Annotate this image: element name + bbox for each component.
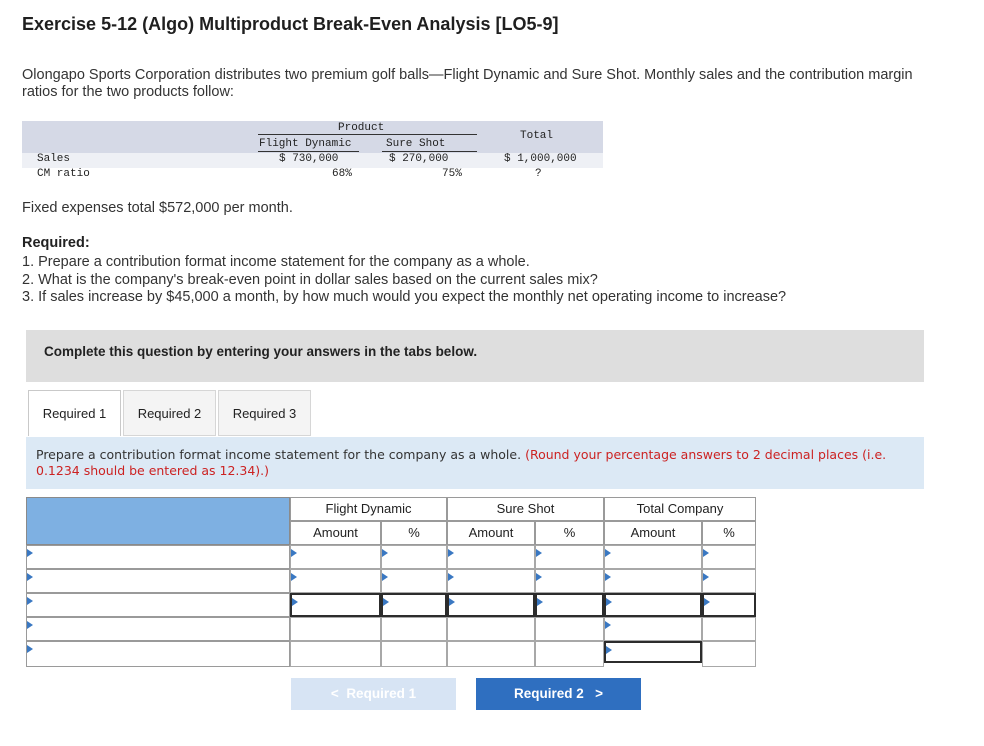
dropdown-marker-icon: [291, 549, 297, 557]
dropdown-marker-icon: [448, 573, 454, 581]
group-header-sure: Sure Shot: [447, 497, 604, 521]
banner-text: Complete this question by entering your answers in the tabs below.: [44, 344, 478, 359]
col-header-flight-amount: Amount: [290, 521, 381, 545]
cm-sure: 75%: [442, 168, 462, 180]
percent-input[interactable]: [381, 545, 447, 569]
tab-instruction-box: [26, 437, 924, 489]
dropdown-marker-icon: [27, 573, 33, 581]
amount-input[interactable]: [447, 569, 535, 593]
dropdown-marker-icon: [382, 573, 388, 581]
tab-required-3[interactable]: Required 3: [218, 390, 311, 436]
dropdown-marker-icon: [27, 645, 33, 653]
instruction-main: Prepare a contribution format income statement for the company as a whole.: [36, 447, 522, 462]
sales-flight: $ 730,000: [279, 153, 339, 165]
tab-required-2[interactable]: Required 2: [123, 390, 216, 436]
dropdown-marker-icon: [536, 573, 542, 581]
instruction-note: (Round your percentage answers to 2 decimal places (i.e. 0.1234 should be entered as 12.34).): [36, 447, 887, 478]
amount-input[interactable]: [290, 569, 381, 593]
chevron-left-icon: <: [330, 686, 339, 701]
blank-cell: [447, 641, 535, 667]
row-label-input[interactable]: [26, 593, 290, 617]
col-flight-header: Flight Dynamic: [259, 138, 352, 150]
col-header-total-amount: Amount: [604, 521, 702, 545]
label-column-header: [26, 497, 290, 545]
amount-input[interactable]: [447, 545, 535, 569]
blank-cell: [290, 641, 381, 667]
dropdown-marker-icon: [448, 549, 454, 557]
dropdown-marker-icon: [27, 621, 33, 629]
percent-input[interactable]: [702, 545, 756, 569]
row-label-input[interactable]: [26, 569, 290, 593]
tab-required-1[interactable]: Required 1: [28, 390, 121, 436]
dropdown-marker-icon: [605, 549, 611, 557]
chevron-right-icon: >: [595, 686, 603, 701]
dropdown-marker-icon: [537, 598, 543, 606]
blank-cell: [447, 617, 535, 641]
instructions-banner: [26, 330, 924, 382]
required-item-3: 3. If sales increase by $45,000 a month, by how much would you expect the monthly net operating income to increase?: [22, 289, 787, 305]
fixed-expenses-text: Fixed expenses total $572,000 per month.: [22, 200, 293, 216]
blank-cell: [535, 641, 604, 667]
dropdown-marker-icon: [291, 573, 297, 581]
percent-input[interactable]: [535, 593, 604, 617]
amount-input[interactable]: [604, 569, 702, 593]
percent-input[interactable]: [381, 593, 447, 617]
dropdown-marker-icon: [606, 646, 612, 654]
sure-underline: [382, 151, 477, 152]
dropdown-marker-icon: [704, 598, 710, 606]
dropdown-marker-icon: [27, 597, 33, 605]
required-item-2: 2. What is the company's break-even point in dollar sales based on the current sales mix?: [22, 271, 598, 288]
blank-cell: [290, 617, 381, 641]
row-label-input[interactable]: [26, 545, 290, 569]
prev-required-button[interactable]: [291, 678, 456, 710]
dropdown-marker-icon: [449, 598, 455, 606]
cm-flight: 68%: [332, 168, 352, 180]
instruction-text: [36, 447, 906, 479]
required-list: [22, 254, 786, 307]
blank-cell: [702, 641, 756, 667]
amount-input[interactable]: [604, 617, 702, 641]
dropdown-marker-icon: [27, 549, 33, 557]
page-title: Exercise 5-12 (Algo) Multiproduct Break-Even Analysis [LO5-9]: [22, 14, 559, 34]
percent-input[interactable]: [535, 545, 604, 569]
percent-input[interactable]: [702, 569, 756, 593]
row-label-sales: Sales: [37, 153, 71, 165]
col-header-sure-amount: Amount: [447, 521, 535, 545]
amount-input[interactable]: [447, 593, 535, 617]
group-header-total: Total Company: [604, 497, 756, 521]
product-header: Product: [338, 122, 385, 134]
dropdown-marker-icon: [605, 621, 611, 629]
next-required-button[interactable]: [476, 678, 641, 710]
next-button-label: Required 2: [514, 686, 584, 701]
net-income-amount-input[interactable]: [604, 641, 702, 663]
dropdown-marker-icon: [703, 549, 709, 557]
percent-input[interactable]: [535, 569, 604, 593]
prev-button-label: Required 1: [346, 686, 417, 701]
product-data-table: [22, 121, 603, 182]
dropdown-marker-icon: [382, 549, 388, 557]
row-label-input[interactable]: [26, 617, 290, 641]
col-header-flight-percent: %: [381, 521, 447, 545]
amount-input[interactable]: [290, 545, 381, 569]
cm-total: ?: [535, 168, 542, 180]
dropdown-marker-icon: [703, 573, 709, 581]
flight-underline: [258, 151, 359, 152]
amount-input[interactable]: [604, 545, 702, 569]
dropdown-marker-icon: [383, 598, 389, 606]
col-total-header: Total: [520, 130, 554, 142]
table-row-cm-band: [22, 168, 603, 182]
row-label-input[interactable]: [26, 641, 290, 667]
amount-input[interactable]: [604, 593, 702, 617]
problem-intro: Olongapo Sports Corporation distributes two premium golf balls—Flight Dynamic and Sure Shot. Monthly sales and the contribution margin ratios for the two products follow:: [22, 67, 913, 100]
dropdown-marker-icon: [292, 598, 298, 606]
dropdown-marker-icon: [606, 598, 612, 606]
required-heading: Required:: [22, 235, 90, 251]
dropdown-marker-icon: [536, 549, 542, 557]
row-label-cm-ratio: CM ratio: [37, 168, 90, 180]
blank-cell: [381, 617, 447, 641]
col-header-total-percent: %: [702, 521, 756, 545]
percent-input[interactable]: [381, 569, 447, 593]
amount-input[interactable]: [290, 593, 381, 617]
group-header-flight: Flight Dynamic: [290, 497, 447, 521]
sales-sure: $ 270,000: [389, 153, 449, 165]
product-underline: [258, 134, 477, 135]
percent-input[interactable]: [702, 593, 756, 617]
blank-cell: [381, 641, 447, 667]
required-item-1: 1. Prepare a contribution format income statement for the company as a whole.: [22, 254, 530, 270]
blank-cell: [535, 617, 604, 641]
col-sure-header: Sure Shot: [386, 138, 446, 150]
dropdown-marker-icon: [605, 573, 611, 581]
sales-total: $ 1,000,000: [504, 153, 577, 165]
col-header-sure-percent: %: [535, 521, 604, 545]
blank-cell: [702, 617, 756, 641]
